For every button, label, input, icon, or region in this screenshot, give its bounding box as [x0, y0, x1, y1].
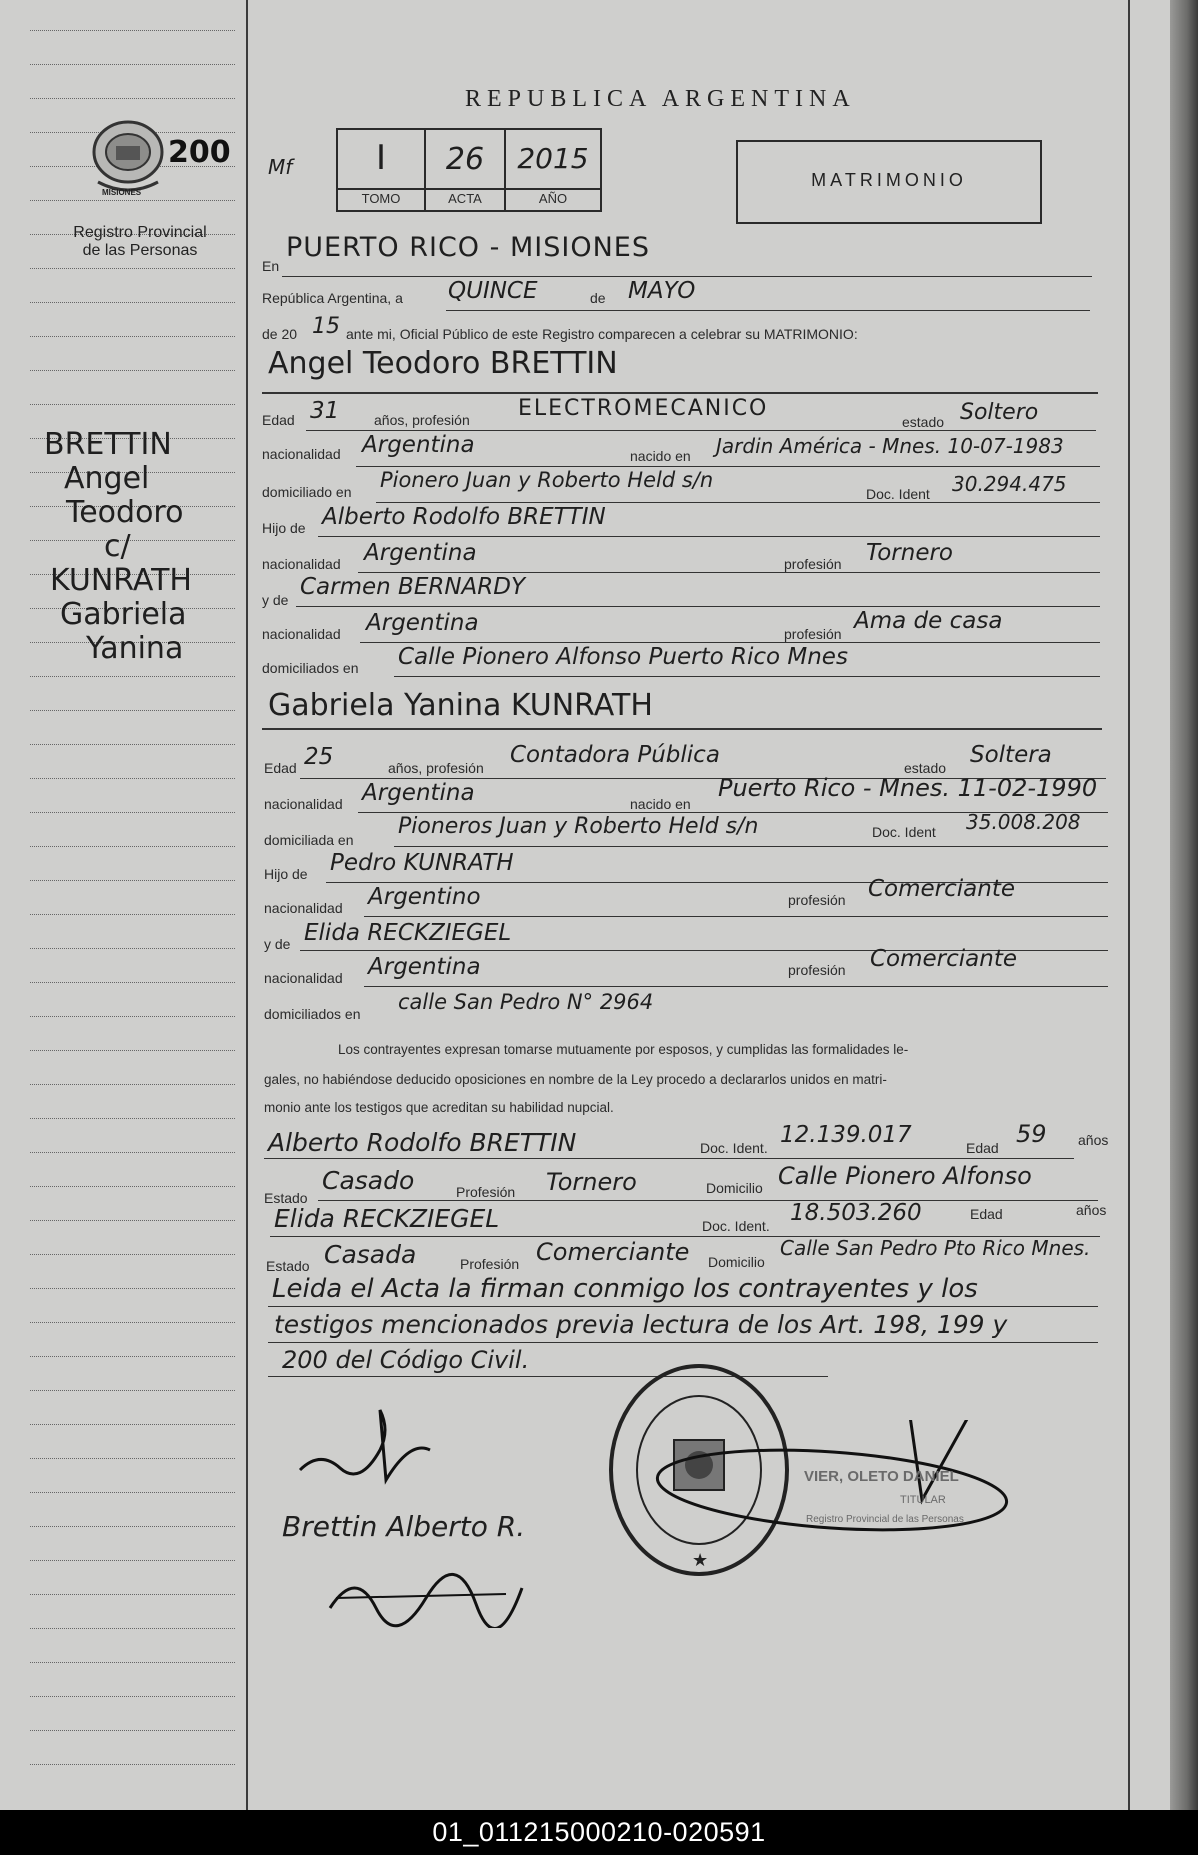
margin-ruled-line — [30, 1084, 235, 1085]
groom-mother-prof-label: profesión — [784, 626, 842, 642]
registry-line-1: Registro Provincial — [73, 224, 207, 241]
groom-nac-label: nacionalidad — [262, 446, 341, 462]
groom-father-prof-label: profesión — [784, 556, 842, 572]
date-republic-label: República Argentina, a — [262, 290, 403, 306]
bride-anos-label: años, profesión — [388, 760, 484, 776]
ano-value: 2015 — [517, 142, 589, 175]
witness1-estado: Casado — [322, 1166, 415, 1195]
page-number: 200 — [168, 135, 231, 170]
bride-parents-dom-label: domiciliados en — [264, 1006, 361, 1022]
bride-father-prof-label: profesión — [788, 892, 846, 908]
margin-ruled-line — [30, 1118, 235, 1119]
margin-ruled-line — [30, 880, 235, 881]
margin-ruled-line — [30, 812, 235, 813]
witness1-name: Alberto Rodolfo BRETTIN — [268, 1128, 577, 1157]
date-year-suffix: 15 — [312, 314, 340, 339]
bride-edad-label: Edad — [264, 760, 297, 776]
witness2-edad-label: Edad — [970, 1206, 1003, 1222]
bride-doc-label: Doc. Ident — [872, 824, 936, 840]
groom-nacionalidad: Argentina — [362, 432, 475, 458]
margin-ruled-line — [30, 1016, 235, 1017]
groom-yde-label: y de — [262, 592, 289, 608]
stamp-line-1: VIER, OLETO DANIEL — [804, 1468, 959, 1485]
country-header: REPUBLICA ARGENTINA — [465, 86, 856, 112]
witness2-profesion: Comerciante — [536, 1238, 690, 1266]
witness1-doc: 12.139.017 — [780, 1122, 912, 1148]
date-de-label: de — [590, 290, 606, 306]
margin-note-line: Teodoro — [66, 495, 184, 530]
book-edge — [1170, 0, 1198, 1810]
groom-estado-label: estado — [902, 414, 945, 430]
witness1-anos-label: años — [1078, 1132, 1109, 1148]
margin-ruled-line — [30, 1254, 235, 1255]
signature-1 — [290, 1390, 450, 1500]
margin-ruled-line — [30, 1594, 235, 1595]
margin-note-line: Gabriela — [60, 597, 187, 632]
margin-ruled-line — [30, 1288, 235, 1289]
bride-nac-label: nacionalidad — [264, 796, 343, 812]
groom-name: Angel Teodoro BRETTIN — [268, 346, 618, 381]
declaration-line-3: monio ante los testigos que acreditan su habilidad nupcial. — [264, 1100, 614, 1115]
bride-mother-profesion: Comerciante — [870, 946, 1018, 972]
witness1-estado-label: Estado — [264, 1190, 308, 1206]
bride-father: Pedro KUNRATH — [330, 850, 514, 876]
witness2-name: Elida RECKZIEGEL — [274, 1204, 500, 1233]
margin-ruled-line — [30, 1356, 235, 1357]
mf-label: Mf — [268, 155, 293, 179]
witness2-dom-label: Domicilio — [708, 1254, 765, 1270]
margin-ruled-line — [30, 982, 235, 983]
closing-line-3: 200 del Código Civil. — [282, 1346, 530, 1374]
groom-parents-dom-label: domiciliados en — [262, 660, 359, 676]
witness1-edad-label: Edad — [966, 1140, 999, 1156]
margin-note-line: Angel — [64, 461, 150, 496]
margin-ruled-line — [30, 710, 235, 711]
witness1-domicilio: Calle Pionero Alfonso — [778, 1162, 1032, 1190]
margin-ruled-line — [30, 1186, 235, 1187]
groom-parents-domicilio: Calle Pionero Alfonso Puerto Rico Mnes — [398, 644, 848, 670]
margin-ruled-line — [30, 370, 235, 371]
margin-ruled-line — [30, 64, 235, 65]
bride-nacionalidad: Argentina — [362, 780, 475, 806]
seal-text: MISIONES — [102, 188, 142, 197]
margin-ruled-line — [30, 744, 235, 745]
margin-ruled-line — [30, 1424, 235, 1425]
footer-code: 01_011215000210-020591 — [0, 1810, 1198, 1855]
groom-mother: Carmen BERNARDY — [300, 574, 526, 600]
act-type: MATRIMONIO — [811, 170, 967, 190]
left-margin-rule — [246, 0, 248, 1810]
declaration-line-2: gales, no habiéndose deducido oposiciones en nombre de la Ley procedo a declararlos unidos en matri- — [264, 1072, 887, 1087]
bride-estado-label: estado — [904, 760, 947, 776]
margin-ruled-line — [30, 268, 235, 269]
margin-ruled-line — [30, 1050, 235, 1051]
margin-ruled-line — [30, 302, 235, 303]
margin-ruled-line — [30, 1696, 235, 1697]
registry-name — [40, 224, 240, 260]
margin-ruled-line — [30, 1526, 235, 1527]
date-month: MAYO — [628, 278, 696, 304]
ano-label: AÑO — [538, 191, 568, 206]
margin-ruled-line — [30, 1458, 235, 1459]
margin-ruled-line — [30, 914, 235, 915]
svg-text:★: ★ — [692, 1550, 709, 1571]
right-margin-rule — [1128, 0, 1130, 1810]
acta-label: ACTA — [448, 191, 482, 206]
groom-edad: 31 — [310, 398, 340, 424]
margin-ruled-line — [30, 98, 235, 99]
tomo-value: I — [375, 138, 387, 178]
margin-ruled-line — [30, 1764, 235, 1765]
witness1-profesion: Tornero — [546, 1168, 637, 1196]
groom-mother-nac-label: nacionalidad — [262, 626, 341, 642]
margin-ruled-line — [30, 1628, 235, 1629]
bride-nacido-label: nacido en — [630, 796, 691, 812]
signature-2: Brettin Alberto R. — [282, 1510, 526, 1543]
groom-mother-nacionalidad: Argentina — [366, 610, 479, 636]
bride-mother-nac-label: nacionalidad — [264, 970, 343, 986]
registry-line-2: de las Personas — [82, 242, 198, 259]
groom-nacido-label: nacido en — [630, 448, 691, 464]
tomo-acta-ano-box — [336, 128, 602, 212]
bride-father-profesion: Comerciante — [868, 876, 1016, 902]
groom-doc: 30.294.475 — [952, 472, 1067, 496]
groom-father-profesion: Tornero — [866, 540, 953, 566]
groom-hijo-label: Hijo de — [262, 520, 306, 536]
signature-3 — [326, 1568, 526, 1628]
margin-ruled-line — [30, 1390, 235, 1391]
bride-mother-prof-label: profesión — [788, 962, 846, 978]
witness1-edad: 59 — [1016, 1120, 1047, 1148]
bride-profesion: Contadora Pública — [510, 742, 720, 768]
margin-note-line: KUNRATH — [50, 563, 192, 598]
place-prefix: En — [262, 258, 280, 274]
act-type-box — [736, 140, 1042, 224]
stamp-line-2: TITULAR — [900, 1494, 946, 1506]
groom-anos-label: años, profesión — [374, 412, 470, 428]
date-day: QUINCE — [448, 278, 538, 304]
bride-dom-label: domiciliada en — [264, 832, 354, 848]
margin-ruled-line — [30, 1560, 235, 1561]
witness2-estado: Casada — [324, 1240, 417, 1269]
witness2-domicilio: Calle San Pedro Pto Rico Mnes. — [780, 1236, 1091, 1260]
bride-estado: Soltera — [970, 742, 1052, 768]
date-year-prefix: de 20 — [262, 326, 298, 342]
declaration-line-1: Los contrayentes expresan tomarse mutuamente por esposos, y cumplidas las formalidades le- — [338, 1042, 909, 1057]
bride-yde-label: y de — [264, 936, 291, 952]
margin-ruled-line — [30, 1730, 235, 1731]
closing-line-1: Leida el Acta la firman conmigo los contrayentes y los — [272, 1274, 978, 1304]
witness1-dom-label: Domicilio — [706, 1180, 763, 1196]
margin-note-line: Yanina — [86, 631, 184, 666]
tomo-label: TOMO — [361, 191, 401, 206]
margin-ruled-line — [30, 1662, 235, 1663]
groom-dom-label: domiciliado en — [262, 484, 352, 500]
witness2-estado-label: Estado — [266, 1258, 310, 1274]
place-value: PUERTO RICO - MISIONES — [286, 232, 650, 263]
witness2-prof-label: Profesión — [460, 1256, 520, 1272]
bride-name: Gabriela Yanina KUNRATH — [268, 688, 653, 723]
witness2-anos-label: años — [1076, 1202, 1107, 1218]
groom-doc-label: Doc. Ident — [866, 486, 930, 502]
margin-ruled-line — [30, 846, 235, 847]
stamp-line-3: Registro Provincial de las Personas — [806, 1514, 964, 1525]
margin-note — [40, 428, 240, 666]
bride-doc: 35.008.208 — [966, 810, 1081, 834]
margin-ruled-line — [30, 1152, 235, 1153]
margin-ruled-line — [30, 1322, 235, 1323]
closing-line-2: testigos mencionados previa lectura de los Art. 198, 199 y — [274, 1310, 1008, 1339]
margin-note-line: BRETTIN — [44, 427, 172, 462]
bride-edad: 25 — [304, 744, 334, 770]
margin-ruled-line — [30, 30, 235, 31]
groom-domicilio: Pionero Juan y Roberto Held s/n — [380, 468, 714, 492]
margin-ruled-line — [30, 336, 235, 337]
date-text: ante mi, Oficial Público de este Registro comparecen a celebrar su MATRIMONIO: — [346, 326, 858, 342]
witness1-doc-label: Doc. Ident. — [700, 1140, 768, 1156]
groom-estado: Soltero — [960, 400, 1039, 425]
bride-mother: Elida RECKZIEGEL — [304, 920, 512, 946]
witness1-prof-label: Profesión — [456, 1184, 516, 1200]
bride-father-nac-label: nacionalidad — [264, 900, 343, 916]
groom-father: Alberto Rodolfo BRETTIN — [322, 504, 606, 530]
province-seal-logo — [88, 112, 168, 204]
margin-ruled-line — [30, 948, 235, 949]
margin-ruled-line — [30, 676, 235, 677]
acta-value: 26 — [445, 142, 485, 177]
bride-hijo-label: Hijo de — [264, 866, 308, 882]
groom-father-nacionalidad: Argentina — [364, 540, 477, 566]
groom-mother-profesion: Ama de casa — [854, 608, 1003, 634]
witness2-doc: 18.503.260 — [790, 1200, 922, 1226]
groom-father-nac-label: nacionalidad — [262, 556, 341, 572]
margin-ruled-line — [30, 404, 235, 405]
margin-ruled-line — [30, 778, 235, 779]
bride-domicilio: Pioneros Juan y Roberto Held s/n — [398, 814, 759, 839]
groom-edad-label: Edad — [262, 412, 295, 428]
groom-nacido: Jardin América - Mnes. 10-07-1983 — [716, 434, 1064, 458]
bride-mother-nacionalidad: Argentina — [368, 954, 481, 980]
bride-father-nacionalidad: Argentino — [368, 884, 481, 910]
witness2-doc-label: Doc. Ident. — [702, 1218, 770, 1234]
margin-note-line: c/ — [104, 529, 131, 564]
margin-ruled-line — [30, 1220, 235, 1221]
bride-nacido: Puerto Rico - Mnes. 11-02-1990 — [718, 774, 1098, 802]
groom-profesion: ELECTROMECANICO — [518, 396, 769, 421]
bride-parents-domicilio: calle San Pedro N° 2964 — [398, 990, 654, 1014]
margin-ruled-line — [30, 1492, 235, 1493]
